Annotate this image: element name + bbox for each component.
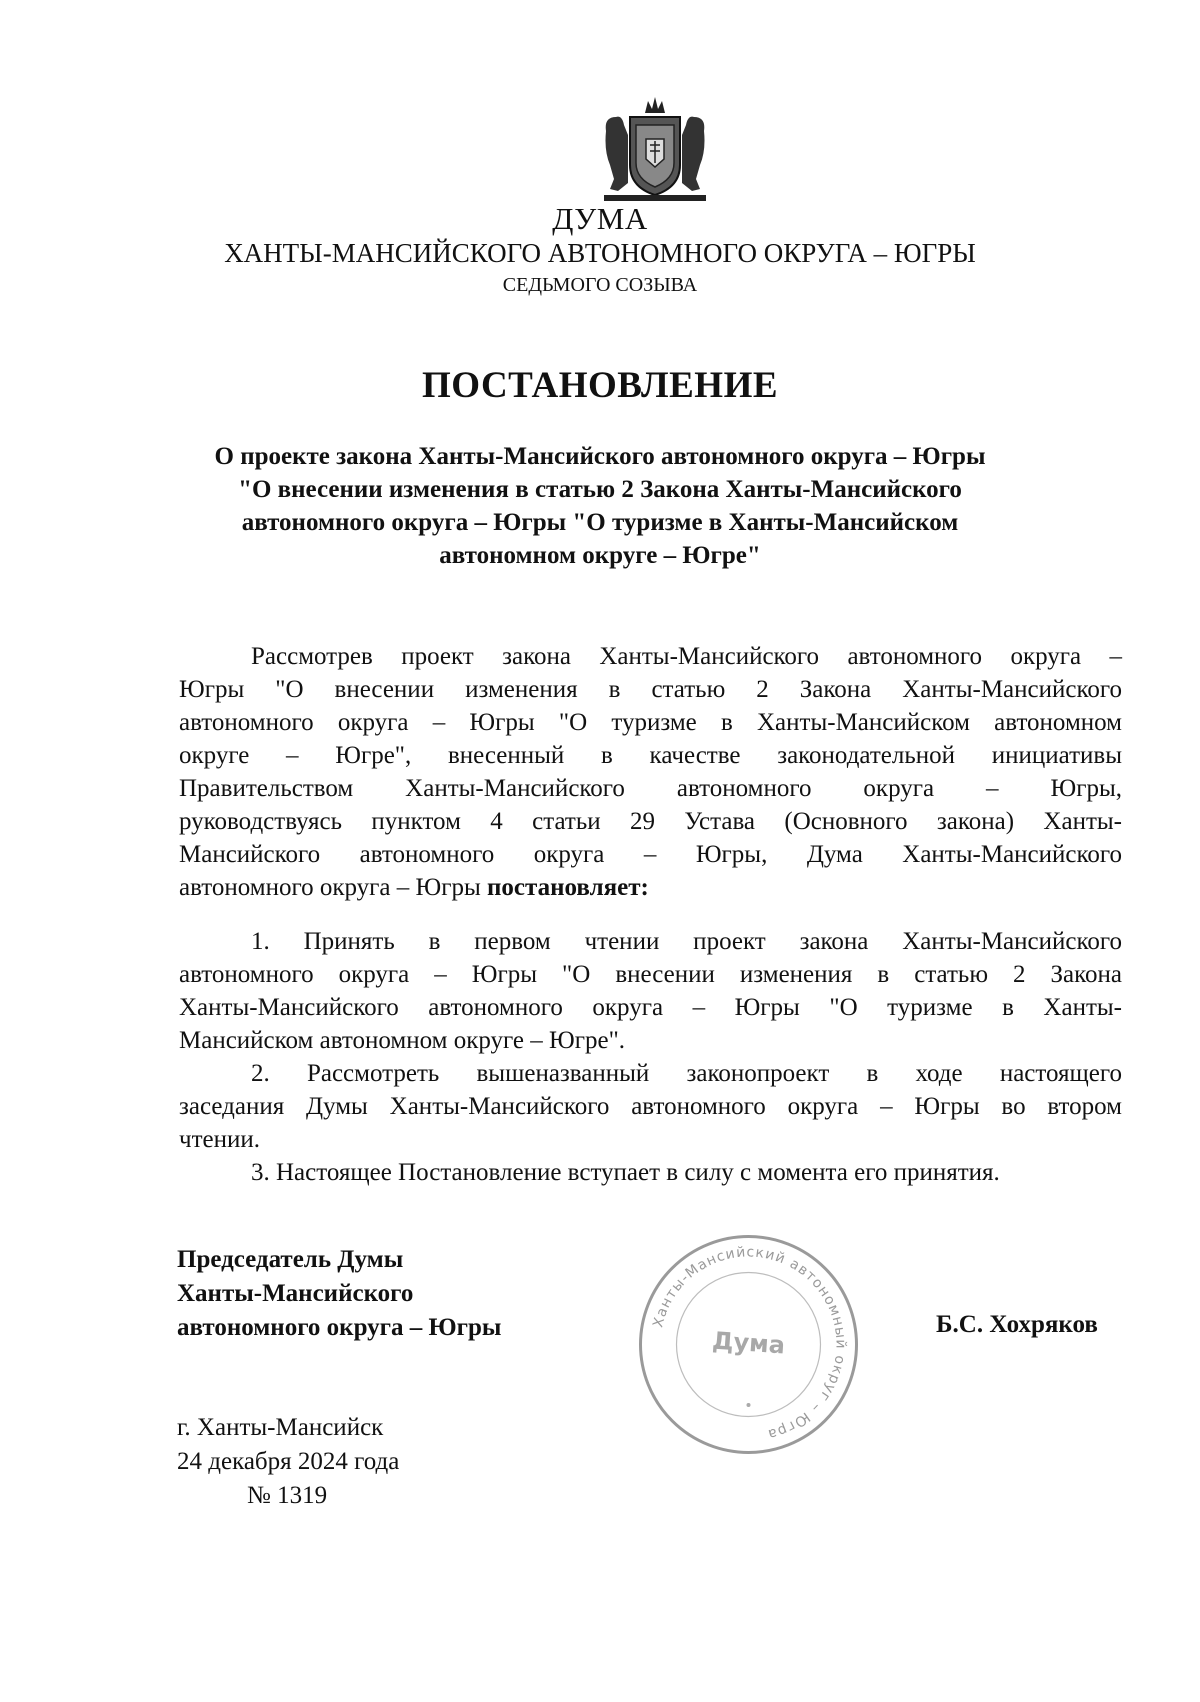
document-number: № 1319: [247, 1482, 328, 1509]
seal-ring-text: Ханты-Мансийский автономный округ – Югра: [650, 1244, 849, 1443]
city: г. Ханты-Мансийск: [177, 1414, 384, 1441]
org-name-line1: ДУМА: [552, 201, 648, 236]
official-seal-stamp: [637, 1233, 860, 1456]
decree-word: постановляет:: [487, 874, 649, 901]
resolution-items: [179, 925, 1122, 1189]
signatory-title-line: Председатель Думы: [177, 1246, 404, 1273]
subject-line: О проекте закона Ханты-Мансийского автономного округа – Югры: [214, 443, 986, 470]
date: 24 декабря 2024 года: [177, 1448, 400, 1475]
signatory-title-line: Ханты-Мансийского: [177, 1280, 414, 1307]
coat-of-arms-emblem-icon: [600, 95, 710, 207]
item-line: 1. Принять в первом чтении проект закона Ханты-Мансийского: [251, 928, 1122, 955]
item-line: заседания Думы Ханты-Мансийского автономного округа – Югры во втором: [179, 1093, 1122, 1120]
preamble-line: округе – Югре", внесенный в качестве законодательной инициативы: [179, 742, 1122, 769]
resolution-item-3: [179, 1156, 1122, 1189]
preamble-line: Югры "О внесении изменения в статью 2 Закона Ханты-Мансийского: [179, 676, 1122, 703]
preamble-line: руководствуясь пунктом 4 статьи 29 Устава (Основного закона) Ханты-: [179, 808, 1122, 835]
convocation-label: СЕДЬМОГО СОЗЫВА: [502, 274, 698, 296]
preamble-line: Рассмотрев проект закона Ханты-Мансийского автономного округа –: [251, 643, 1122, 670]
item-line: Ханты-Мансийского автономного округа – Югры "О туризме в Ханты-: [179, 994, 1122, 1021]
signatory-name: Б.С. Хохряков: [936, 1311, 1098, 1338]
preamble-line: Правительством Ханты-Мансийского автономного округа – Югры,: [179, 775, 1122, 802]
signatory-title: [177, 1243, 501, 1345]
seal-center-text: Дума: [711, 1326, 786, 1360]
item-line: автономного округа – Югры "О внесении изменения в статью 2 Закона: [179, 961, 1122, 988]
preamble-line: автономного округа – Югры "О туризме в Ханты-Мансийском автономном: [179, 709, 1122, 736]
document-type-title: ПОСТАНОВЛЕНИЕ: [421, 365, 779, 406]
preamble-last-text: автономного округа – Югры: [179, 874, 488, 901]
place-date-number: [177, 1411, 399, 1513]
document-subject: [150, 440, 1050, 572]
signatory-title-line: автономного округа – Югры: [177, 1314, 502, 1341]
subject-line: автономного округа – Югры "О туризме в Ханты-Мансийском: [241, 509, 959, 536]
item-line: Мансийском автономном округе – Югре".: [179, 1027, 626, 1054]
item-line: 2. Рассмотреть вышеназванный законопроект в ходе настоящего: [251, 1060, 1122, 1087]
preamble-line: [179, 871, 1122, 904]
preamble-paragraph: [179, 640, 1122, 904]
subject-line: автономном округе – Югре": [439, 542, 761, 569]
org-name-line2: ХАНТЫ-МАНСИЙСКОГО АВТОНОМНОГО ОКРУГА – ЮГРЫ: [224, 238, 976, 268]
subject-line: "О внесении изменения в статью 2 Закона Ханты-Мансийского: [238, 476, 962, 503]
resolution-item-2: [179, 1057, 1122, 1156]
resolution-item-1: [179, 925, 1122, 1057]
item-line: чтении.: [179, 1126, 260, 1153]
preamble-line: Мансийского автономного округа – Югры, Дума Ханты-Мансийского: [179, 841, 1122, 868]
item-line: 3. Настоящее Постановление вступает в силу с момента его принятия.: [251, 1159, 1000, 1186]
